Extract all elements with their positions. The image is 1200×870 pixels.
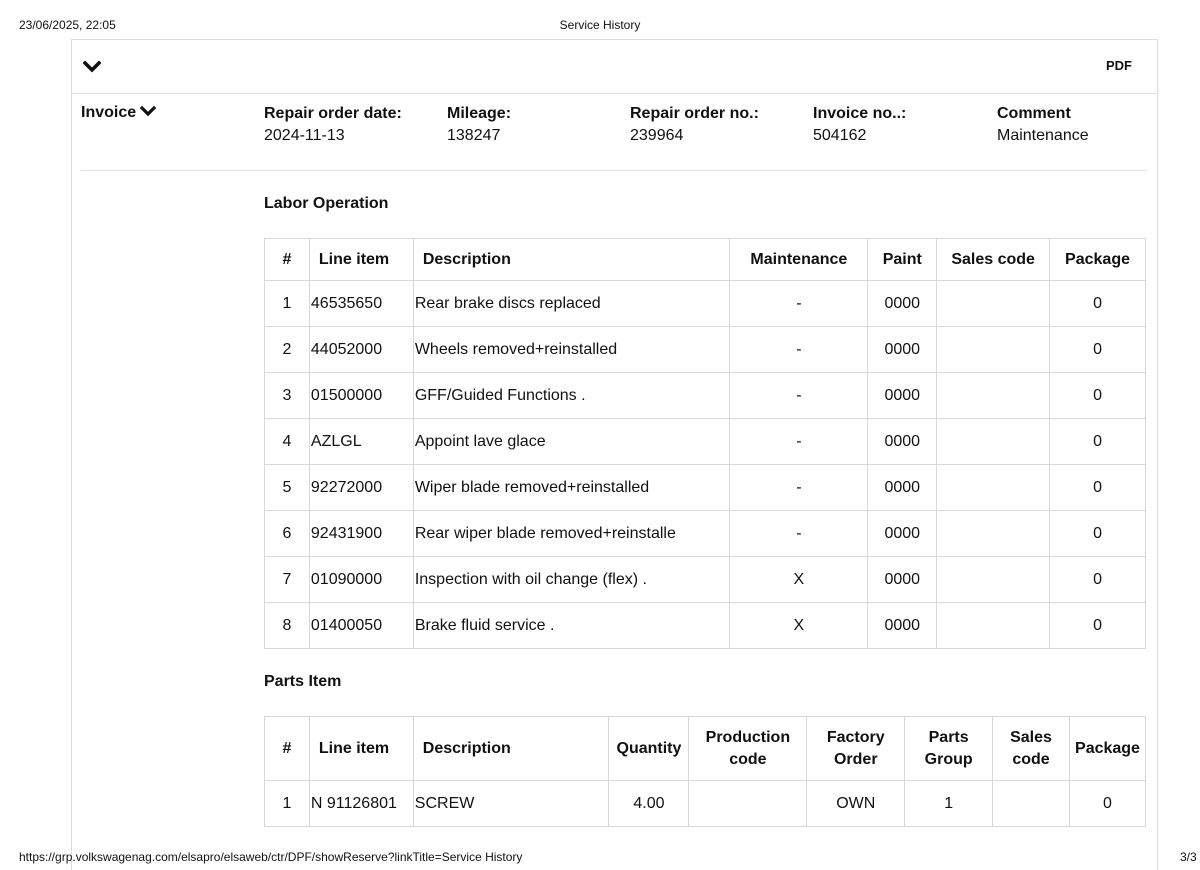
table-cell: 01500000 bbox=[309, 373, 413, 419]
table-cell: Wheels removed+reinstalled bbox=[413, 327, 730, 373]
table-cell: 0000 bbox=[868, 373, 937, 419]
table-row bbox=[265, 281, 1146, 327]
table-row bbox=[265, 419, 1146, 465]
table-row bbox=[265, 511, 1146, 557]
labor-operation-table bbox=[264, 238, 1146, 649]
print-url: https://grp.volkswagenag.com/elsapro/elsaweb/ctr/DPF/showReserve?linkTitle=Service History bbox=[19, 850, 523, 864]
table-cell: 0 bbox=[1050, 373, 1146, 419]
divider bbox=[81, 170, 1147, 171]
table-cell: 0000 bbox=[868, 557, 937, 603]
field-value: 504162 bbox=[813, 127, 867, 144]
pdf-button[interactable]: PDF bbox=[1106, 58, 1132, 73]
column-header: Description bbox=[413, 239, 730, 281]
table-cell: 0 bbox=[1050, 465, 1146, 511]
column-header: Line item bbox=[309, 239, 413, 281]
table-cell: 0 bbox=[1050, 511, 1146, 557]
table-row bbox=[265, 465, 1146, 511]
mileage bbox=[447, 104, 511, 148]
comment bbox=[997, 104, 1089, 148]
table-cell: AZLGL bbox=[309, 419, 413, 465]
table-cell: - bbox=[730, 419, 868, 465]
field-value: 138247 bbox=[447, 127, 501, 144]
table-cell bbox=[937, 281, 1050, 327]
table-cell: - bbox=[730, 327, 868, 373]
table-cell: 92431900 bbox=[309, 511, 413, 557]
field-label: Comment bbox=[997, 105, 1071, 122]
field-value: 2024-11-13 bbox=[264, 127, 345, 144]
chevron-down-icon bbox=[140, 106, 156, 117]
table-header-row bbox=[265, 717, 1146, 781]
table-cell: N 91126801 bbox=[309, 781, 413, 827]
table-cell bbox=[937, 327, 1050, 373]
table-cell: 0 bbox=[1050, 419, 1146, 465]
table-cell: 01400050 bbox=[309, 603, 413, 649]
table-cell: 92272000 bbox=[309, 465, 413, 511]
table-cell: X bbox=[730, 557, 868, 603]
field-value: Maintenance bbox=[997, 127, 1089, 144]
field-label: Invoice no..: bbox=[813, 105, 907, 122]
repair-order-date bbox=[264, 104, 402, 148]
column-header: Line item bbox=[309, 717, 413, 781]
table-cell: Wiper blade removed+reinstalled bbox=[413, 465, 730, 511]
parts-item-table bbox=[264, 716, 1146, 827]
table-cell: SCREW bbox=[413, 781, 609, 827]
print-page-number: 3/3 bbox=[1180, 850, 1197, 864]
column-header: Package bbox=[1050, 239, 1146, 281]
column-header: Description bbox=[413, 717, 609, 781]
field-label: Repair order date: bbox=[264, 105, 402, 122]
table-row bbox=[265, 557, 1146, 603]
table-cell bbox=[937, 557, 1050, 603]
table-cell bbox=[937, 511, 1050, 557]
table-cell: 0000 bbox=[868, 465, 937, 511]
table-cell: 4.00 bbox=[609, 781, 689, 827]
column-header: Sales code bbox=[993, 717, 1070, 781]
table-cell: Rear brake discs replaced bbox=[413, 281, 730, 327]
table-cell bbox=[937, 373, 1050, 419]
invoice-toggle[interactable] bbox=[81, 104, 156, 122]
table-cell: 6 bbox=[265, 511, 310, 557]
table-cell: 7 bbox=[265, 557, 310, 603]
column-header: Maintenance bbox=[730, 239, 868, 281]
table-cell: 0000 bbox=[868, 327, 937, 373]
table-cell: 0 bbox=[1050, 327, 1146, 373]
parts-item-title: Parts Item bbox=[264, 673, 342, 690]
table-cell: OWN bbox=[807, 781, 905, 827]
table-cell: 44052000 bbox=[309, 327, 413, 373]
table-cell: 8 bbox=[265, 603, 310, 649]
table-cell: 0 bbox=[1050, 557, 1146, 603]
table-cell: 1 bbox=[265, 281, 310, 327]
column-header: Quantity bbox=[609, 717, 689, 781]
table-cell: 0 bbox=[1050, 603, 1146, 649]
invoice-heading: Invoice bbox=[81, 104, 137, 121]
table-cell: 5 bbox=[265, 465, 310, 511]
table-cell: 2 bbox=[265, 327, 310, 373]
table-cell bbox=[993, 781, 1070, 827]
column-header: # bbox=[265, 717, 310, 781]
table-row bbox=[265, 373, 1146, 419]
table-cell: 0 bbox=[1050, 281, 1146, 327]
column-header: Paint bbox=[868, 239, 937, 281]
invoice-no bbox=[813, 104, 906, 148]
field-label: Mileage: bbox=[447, 105, 512, 122]
column-header: Sales code bbox=[937, 239, 1050, 281]
table-row bbox=[265, 603, 1146, 649]
table-cell: - bbox=[730, 373, 868, 419]
field-value: 239964 bbox=[630, 127, 684, 144]
table-cell: Rear wiper blade removed+reinstalle bbox=[413, 511, 730, 557]
table-row bbox=[265, 327, 1146, 373]
table-cell: 0000 bbox=[868, 603, 937, 649]
table-cell: GFF/Guided Functions . bbox=[413, 373, 730, 419]
column-header: Production code bbox=[689, 717, 807, 781]
table-cell: 0000 bbox=[868, 419, 937, 465]
table-cell bbox=[937, 603, 1050, 649]
table-cell: X bbox=[730, 603, 868, 649]
column-header: # bbox=[265, 239, 310, 281]
table-cell: 3 bbox=[265, 373, 310, 419]
table-cell: - bbox=[730, 281, 868, 327]
table-cell: 4 bbox=[265, 419, 310, 465]
table-cell bbox=[937, 465, 1050, 511]
table-cell: 0 bbox=[1069, 781, 1145, 827]
field-label: Repair order no.: bbox=[630, 105, 759, 122]
table-cell: 0000 bbox=[868, 281, 937, 327]
panel-toolbar bbox=[72, 40, 1156, 94]
table-cell: 0000 bbox=[868, 511, 937, 557]
table-cell: Brake fluid service . bbox=[413, 603, 730, 649]
table-cell: 1 bbox=[265, 781, 310, 827]
table-row bbox=[265, 781, 1146, 827]
print-title: Service History bbox=[559, 18, 641, 32]
column-header: Package bbox=[1069, 717, 1145, 781]
chevron-down-icon[interactable] bbox=[83, 61, 101, 73]
repair-order-no bbox=[630, 104, 759, 148]
table-cell: - bbox=[730, 511, 868, 557]
table-cell: - bbox=[730, 465, 868, 511]
table-cell: 1 bbox=[905, 781, 993, 827]
column-header: Factory Order bbox=[807, 717, 905, 781]
table-cell bbox=[689, 781, 807, 827]
labor-operation-title: Labor Operation bbox=[264, 195, 389, 212]
column-header: Parts Group bbox=[905, 717, 993, 781]
table-cell: 46535650 bbox=[309, 281, 413, 327]
table-cell: Appoint lave glace bbox=[413, 419, 730, 465]
table-cell bbox=[937, 419, 1050, 465]
table-cell: 01090000 bbox=[309, 557, 413, 603]
table-cell: Inspection with oil change (flex) . bbox=[413, 557, 730, 603]
table-header-row bbox=[265, 239, 1146, 281]
print-date: 23/06/2025, 22:05 bbox=[19, 18, 116, 32]
